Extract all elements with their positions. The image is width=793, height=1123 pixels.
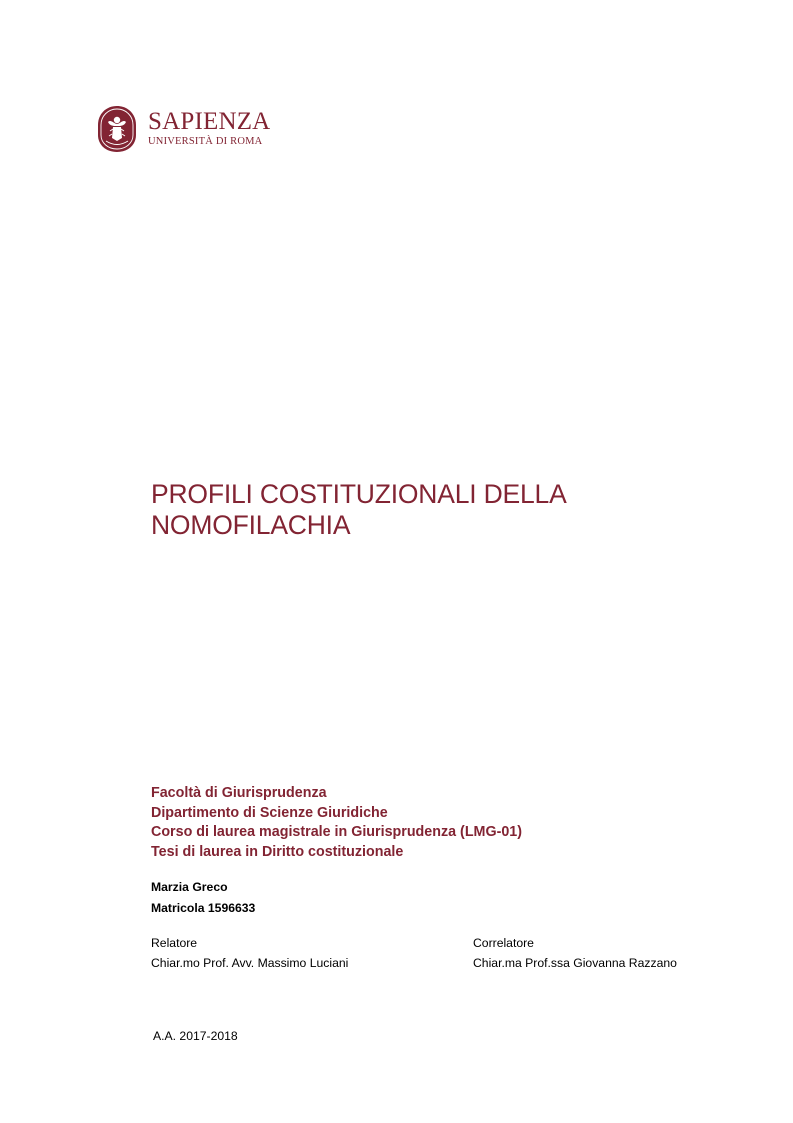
- thesis-title-line-1: PROFILI COSTITUZIONALI DELLA: [151, 479, 567, 509]
- thesis-title: [151, 479, 751, 541]
- degree-course: Corso di laurea magistrale in Giurisprudenza (LMG-01): [151, 824, 523, 840]
- faculty-block: [151, 784, 522, 862]
- student-block: [151, 877, 255, 918]
- correlatore-label: Correlatore: [473, 936, 534, 950]
- relatore-block: [151, 933, 348, 973]
- logo-wordmark: [148, 108, 270, 148]
- student-matricola: Matricola 1596633: [151, 900, 256, 915]
- logo-name: SAPIENZA: [148, 108, 271, 135]
- academic-year: A.A. 2017-2018: [153, 1029, 238, 1043]
- thesis-subject: Tesi di laurea in Diritto costituzionale: [151, 843, 404, 860]
- university-seal-icon: [97, 105, 137, 153]
- correlatore-name: Chiar.ma Prof.ssa Giovanna Razzano: [473, 956, 677, 970]
- correlatore-block: [473, 933, 677, 973]
- student-name: Marzia Greco: [151, 880, 228, 894]
- thesis-title-line-2: NOMOFILACHIA: [151, 510, 351, 540]
- sapienza-logo: [97, 104, 271, 156]
- faculty-name: Facoltà di Giurisprudenza: [151, 785, 327, 801]
- logo-subtitle: UNIVERSITÀ DI ROMA: [148, 136, 263, 147]
- department-name: Dipartimento di Scienze Giuridiche: [151, 804, 388, 821]
- relatore-name: Chiar.mo Prof. Avv. Massimo Luciani: [151, 956, 349, 970]
- relatore-label: Relatore: [151, 936, 198, 950]
